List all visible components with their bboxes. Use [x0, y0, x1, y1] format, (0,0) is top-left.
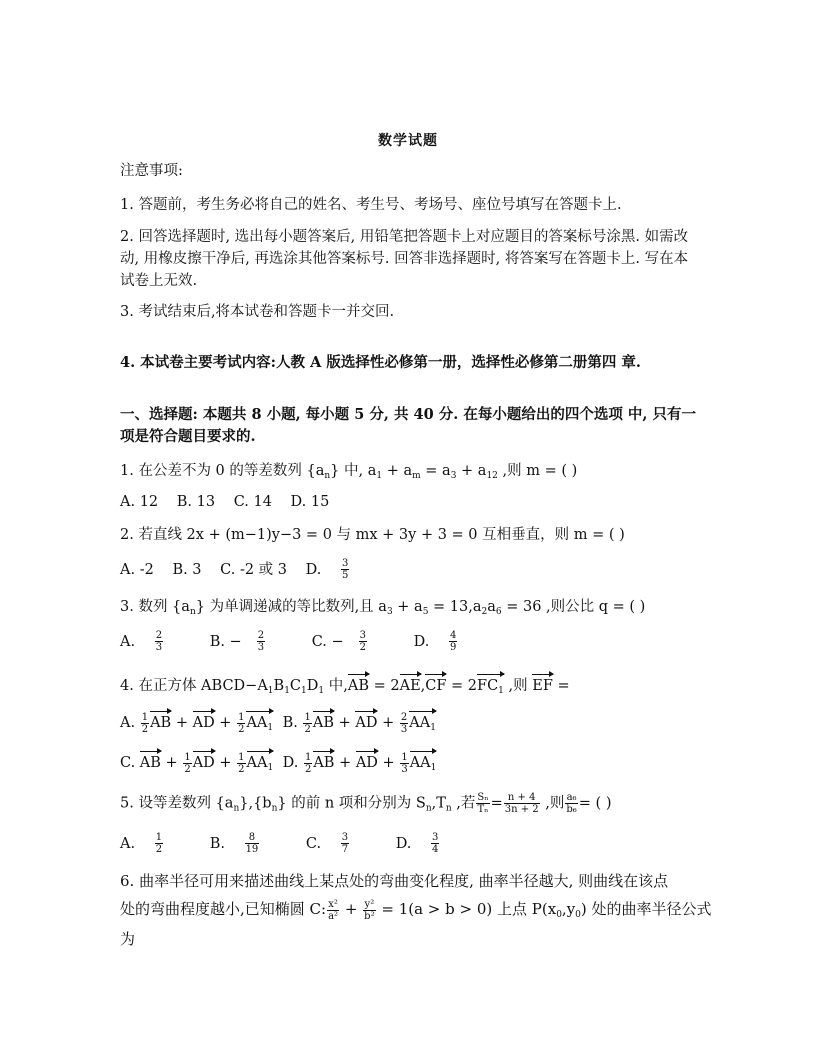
page-title: 数学试题	[378, 133, 438, 149]
option-d: D. $\frac{1}{2}$ AB + AD + $\frac{1}{3}$ $AA_1$	[283, 755, 437, 771]
option-b: B. 3	[172, 561, 202, 578]
question-3-stem: 3. 数列 $\{a_n\}$ 为单调递减的等比数列,且 $a_3 + a_5 = 13,a_2a_6 = 36$ ,则公比 q = ( )	[120, 599, 646, 617]
notice-item-4: 4. 本试卷主要考试内容:人教 A 版选择性必修第一册，选择性必修第二册第四 章.	[120, 354, 641, 371]
option-d: D. $\frac{4}{9}$	[413, 630, 457, 653]
option-d: D. 15	[290, 494, 330, 510]
question-4-stem: 4. 在正方体 $ABCD-A_1B_1C_1D_1$ 中$,AB = 2AE,CF = 2FC_1$ ,则 EF =	[120, 673, 700, 702]
question-2-stem: 2. 若直线 2x + (m−1)y−3 = 0 与 mx + 3y + 3 = 0 互相垂直，则 m = ( )	[120, 527, 625, 543]
option-b: B. 13	[176, 494, 216, 510]
option-a: A. -2	[120, 561, 154, 578]
question-5-options	[120, 832, 700, 855]
question-4-options-cd	[120, 750, 700, 779]
question-1-stem: 1. 在公差不为 0 的等差数列 $\{a_n\}$ 中, $a_1 + a_m = a_3 + a_{12}$ ,则 m = ( )	[120, 463, 578, 481]
question-1-options	[120, 491, 700, 513]
option-c: C. AB + $\frac{1}{2}$ AD + $\frac{1}{2}$ $AA_1$	[120, 750, 278, 779]
notice-item-2: 2. 回答选择题时, 选出每小题答案后, 用铅笔把答题卡上对应题目的答案标号涂黑. 如需改动, 用橡皮擦干净后, 再选涂其他答案标号. 回答非选择题时, 将答案写在答题卡上. 写在本试卷上无效.	[120, 229, 689, 289]
option-a: A. $\frac{1}{2}$ AB + AD + $\frac{1}{2}$ $AA_1$	[120, 710, 278, 739]
option-b: B. $\frac{1}{2}$ AB + AD + $\frac{2}{3}$ $AA_1$	[283, 715, 436, 731]
option-b: B. $\frac{8}{19}$	[209, 832, 259, 855]
notice-item-3: 3. 考试结束后,将本试卷和答题卡一并交回.	[120, 304, 395, 320]
option-a: A. 12	[120, 494, 159, 510]
notice-item-1: 1. 答题前，考生务必将自己的姓名、考生号、考场号、座位号填写在答题卡上.	[120, 197, 622, 213]
question-6-line-1: 6. 曲率半径可用来描述曲线上某点处的弯曲变化程度, 曲率半径越大, 则曲线在该点	[120, 872, 669, 890]
question-6-line-3: 为	[120, 930, 136, 948]
option-c: C. 14	[233, 494, 272, 510]
option-d: D. $\frac{3}{4}$	[395, 832, 439, 855]
option-b: B. − $\frac{2}{3}$	[209, 630, 265, 653]
notice-heading: 注意事项:	[120, 163, 183, 179]
question-5-stem: 5. 设等差数列 $\{a_n\},\{b_n\}$ 的前 n 项和分别为 $S_n,T_n$ ,若 $\frac{\text{Sₙ}}{\text{Tₙ}}$ = $\frac{n + 4}{3n + 2}$ ,则 $\frac{\text{a₆}}{\text{b₆}}$ = ( )	[120, 792, 612, 815]
option-d: D. $\frac{3}{5}$	[305, 558, 349, 581]
option-c: C. − $\frac{3}{2}$	[311, 630, 367, 653]
question-3-options	[120, 630, 700, 653]
question-6-line-2: 处的弯曲程度越小,已知椭圆 C: $\frac{\text{x²}}{\text{a²}}$ + $\frac{\text{y²}}{\text{b²}}$ = 1(a > b > 0) 上点 $P(x_0,y_0)$ 处的曲率半径公式	[120, 898, 712, 922]
section-heading: 一、选择题: 本题共 8 小题, 每小题 5 分, 共 40 分. 在每小题给出的四个选项 中, 只有一项是符合题目要求的.	[120, 406, 696, 445]
option-c: C. $\frac{3}{7}$	[305, 832, 349, 855]
option-a: A. $\frac{1}{2}$	[120, 832, 163, 855]
question-2-options	[120, 558, 700, 581]
option-a: A. $\frac{2}{3}$	[120, 630, 163, 653]
option-c: C. -2 或 3	[220, 561, 288, 578]
question-4-options-ab	[120, 710, 700, 739]
